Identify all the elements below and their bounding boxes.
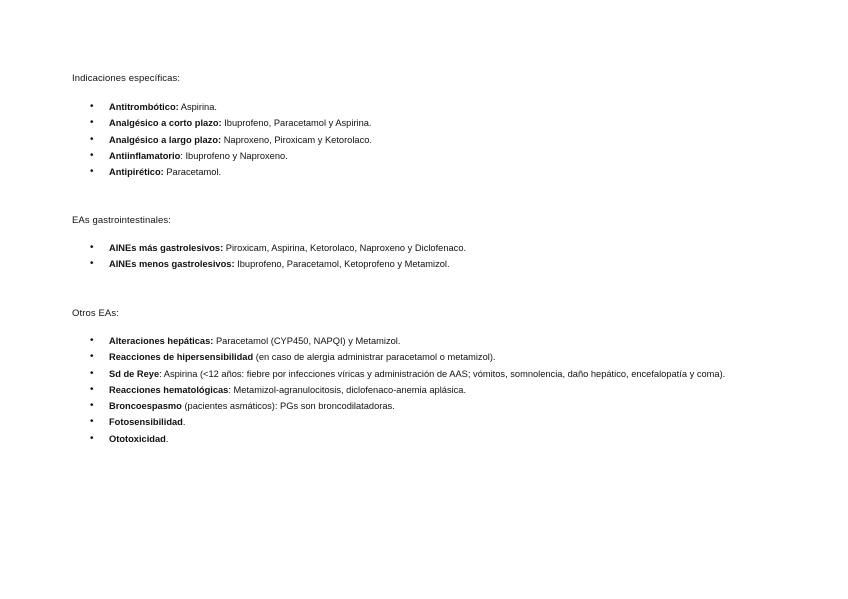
item-term: Reacciones hematológicas xyxy=(109,384,229,395)
item-text: Naproxeno, Piroxicam y Ketorolaco. xyxy=(221,134,372,145)
bullet-list xyxy=(90,99,810,180)
list-item xyxy=(90,366,810,382)
item-term: Ototoxicidad xyxy=(109,433,166,444)
item-text: Ibuprofeno, Paracetamol, Ketoprofeno y Metamizol. xyxy=(234,259,450,270)
item-term: Reacciones de hipersensibilidad xyxy=(109,352,254,363)
bullet-list xyxy=(90,333,810,447)
bullet-icon: • xyxy=(90,335,94,346)
item-term: Antipirético: xyxy=(109,167,164,178)
item-text: Paracetamol (CYP450, NAPQI) y Metamizol. xyxy=(213,336,401,346)
item-text: (pacientes asmáticos): PGs son broncodilatadoras. xyxy=(181,401,395,412)
item-term: Analgésico a corto plazo: xyxy=(109,118,222,129)
item-text: . xyxy=(165,433,169,444)
bullet-icon: • xyxy=(90,166,94,178)
item-term: AINEs más gastrolesivos: xyxy=(109,243,224,253)
item-text: (en caso de alergia administrar paracetamol o metamizol). xyxy=(253,352,496,363)
list-item xyxy=(90,240,810,256)
list-item xyxy=(90,349,810,365)
bullet-icon: • xyxy=(90,432,94,444)
item-text: Aspirina. xyxy=(178,102,217,112)
section-title: EAs gastrointestinales: xyxy=(72,215,171,226)
list-item xyxy=(90,256,810,272)
bullet-icon: • xyxy=(90,149,94,161)
item-term: Sd de Reye xyxy=(109,368,160,379)
item-term: Analgésico a largo plazo: xyxy=(109,134,222,145)
section-title: Indicaciones específicas: xyxy=(72,73,181,84)
bullet-icon: • xyxy=(90,242,94,253)
section-indicaciones xyxy=(72,73,812,178)
bullet-list xyxy=(90,240,810,273)
list-item xyxy=(90,414,810,430)
section-title: Otros EAs: xyxy=(72,308,119,319)
item-text: : Metamizol-agranulocitosis, diclofenaco-anemia aplásica. xyxy=(228,384,467,395)
item-text: Paracetamol. xyxy=(163,167,222,178)
list-item xyxy=(90,164,810,180)
bullet-icon: • xyxy=(90,258,94,270)
item-term: Alteraciones hepáticas: xyxy=(109,336,214,346)
item-term: Antiinflamatorio xyxy=(109,150,181,161)
item-text: : Aspirina (<12 años: fiebre por infecciones víricas y administración de AAS; vómitos, somnolencia, daño hepático, encefalopatía y coma). xyxy=(159,368,726,379)
bullet-icon: • xyxy=(90,133,94,145)
list-item xyxy=(90,132,810,148)
section-eas-gastrointestinales xyxy=(72,215,812,270)
section-otros-eas xyxy=(72,308,812,444)
item-text: : Ibuprofeno y Naproxeno. xyxy=(180,150,288,161)
list-item xyxy=(90,431,810,447)
item-text: Piroxicam, Aspirina, Ketorolaco, Naproxeno y Diclofenaco. xyxy=(223,243,467,253)
list-item xyxy=(90,148,810,164)
list-item xyxy=(90,115,810,131)
bullet-icon: • xyxy=(90,101,94,112)
list-item xyxy=(90,99,810,115)
bullet-icon: • xyxy=(90,383,94,395)
list-item xyxy=(90,382,810,398)
item-term: AINEs menos gastrolesivos: xyxy=(109,259,235,270)
bullet-icon: • xyxy=(90,367,94,379)
bullet-icon: • xyxy=(90,117,94,129)
bullet-icon: • xyxy=(90,400,94,412)
item-text: Ibuprofeno, Paracetamol y Aspirina. xyxy=(221,118,372,129)
item-term: Broncoespasmo xyxy=(109,401,182,412)
bullet-icon: • xyxy=(90,351,94,363)
list-item xyxy=(90,398,810,414)
bullet-icon: • xyxy=(90,416,94,428)
item-term: Fotosensibilidad xyxy=(109,417,183,428)
list-item xyxy=(90,333,810,349)
item-text: . xyxy=(182,417,186,428)
item-term: Antitrombótico: xyxy=(109,102,179,112)
